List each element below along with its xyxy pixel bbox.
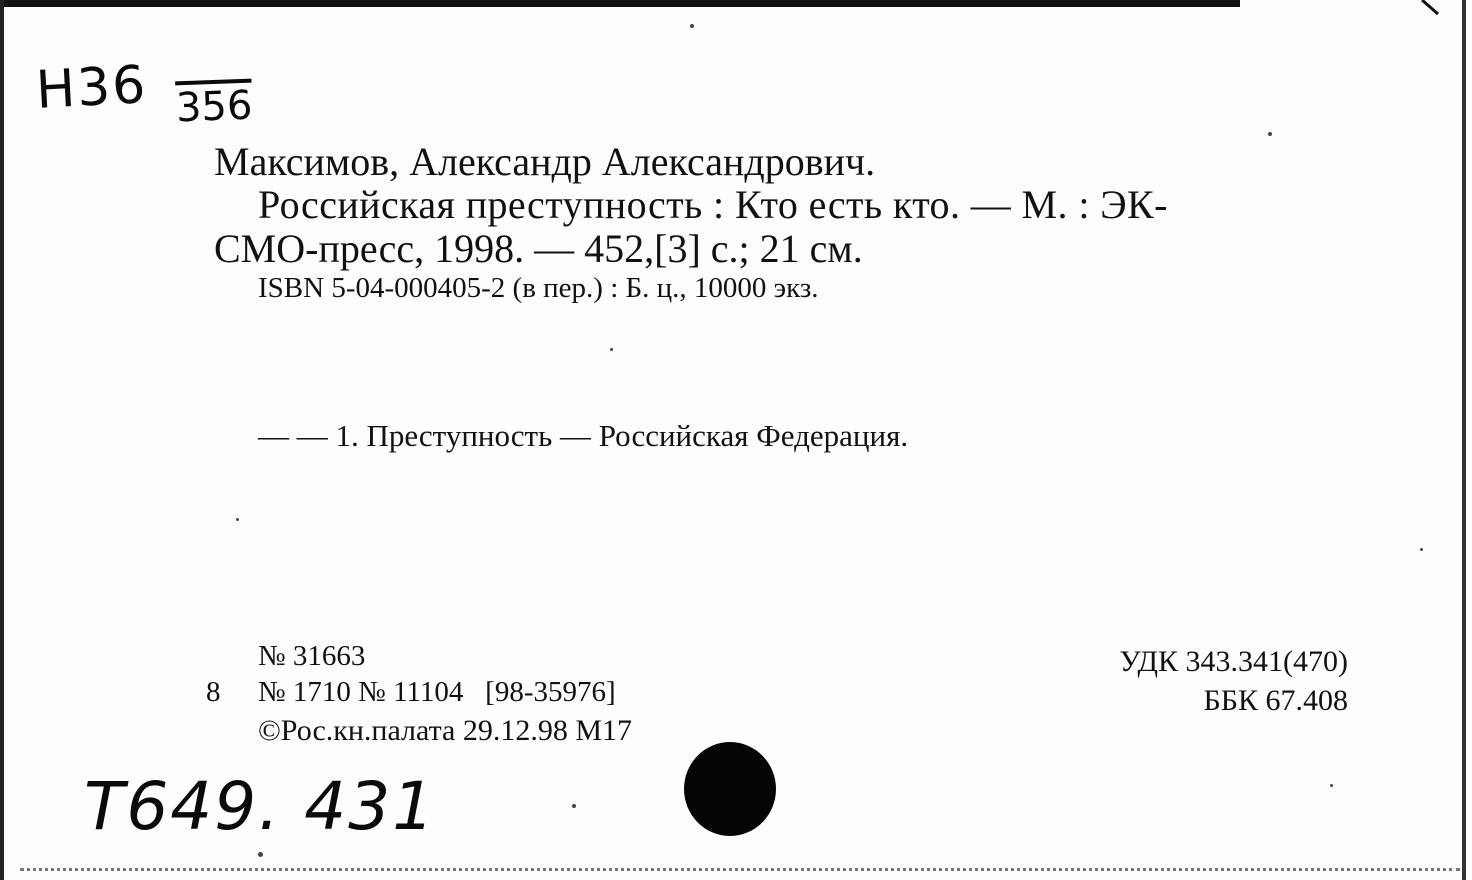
corner-scan-mark — [1420, 0, 1460, 30]
title-statement-line-1: Российская преступность : Кто есть кто. — М. : ЭК- — [258, 182, 1168, 227]
scan-speck — [572, 804, 576, 808]
card-right-edge — [1462, 0, 1466, 880]
copyright-line: ©Рос.кн.палата 29.12.98 М17 — [258, 714, 633, 747]
copies-count: 8 — [206, 676, 221, 708]
record-number: № 31663 — [258, 640, 366, 672]
handwritten-inventory-number: T649. 431 — [84, 768, 437, 845]
title-statement-line-2: СМО-пресс, 1998. — 452,[3] с.; 21 см. — [214, 226, 863, 271]
handwritten-shelfmark-number: 356 — [175, 82, 254, 132]
subject-heading: — — 1. Преступность — Российская Федерация. — [258, 418, 909, 453]
author-heading: Максимов, Александр Александрович. — [214, 139, 876, 184]
scan-speck — [1268, 132, 1272, 136]
punch-hole — [684, 742, 776, 836]
card-top-edge — [0, 0, 1240, 7]
scan-speck — [690, 24, 694, 28]
card-bottom-edge — [20, 868, 1460, 871]
card-left-edge — [0, 0, 4, 880]
handwritten-shelfmark-code: Н36 — [34, 55, 149, 121]
scan-speck — [1330, 784, 1333, 787]
scan-speck — [1420, 548, 1423, 551]
bbk-classification: ББК 67.408 — [1203, 684, 1348, 717]
scan-speck — [610, 348, 613, 351]
scan-speck — [258, 852, 263, 857]
scan-speck — [236, 518, 239, 521]
record-numbers-line: № 1710 № 11104 [98-35976] — [258, 676, 616, 708]
udc-classification: УДК 343.341(470) — [1119, 645, 1348, 678]
isbn-line: ISBN 5-04-000405-2 (в пер.) : Б. ц., 10000 экз. — [258, 272, 819, 304]
